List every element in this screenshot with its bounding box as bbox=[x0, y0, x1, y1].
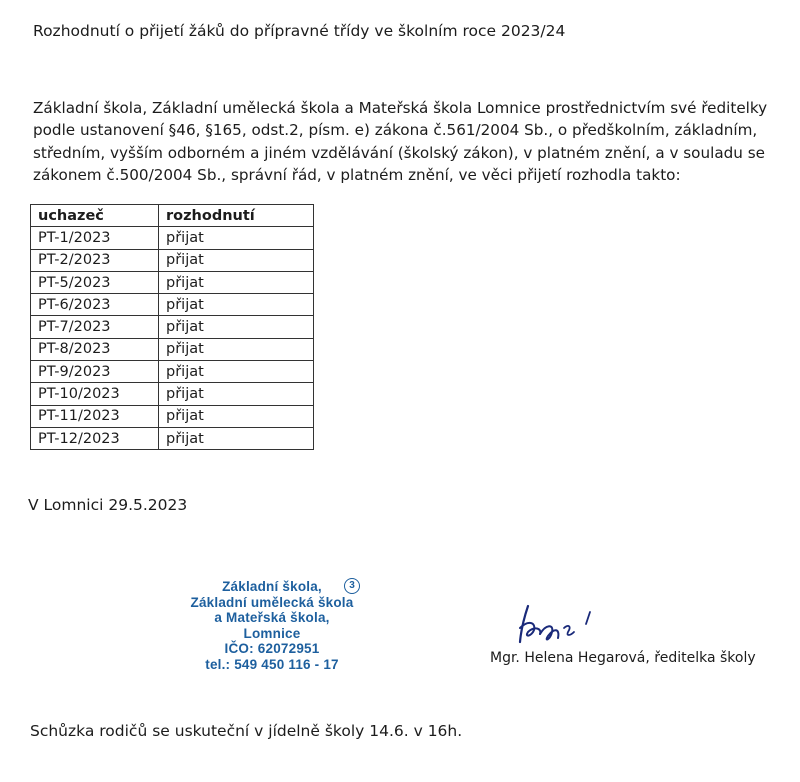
decision-cell: přijat bbox=[159, 427, 314, 449]
paragraph-line: středním, vyšším odborném a jiném vzdělávání (školský zákon), v platném znění, a v souladu se bbox=[33, 143, 765, 162]
stamp-number-badge: 3 bbox=[344, 578, 360, 594]
decision-cell: přijat bbox=[159, 271, 314, 293]
footer-note: Schůzka rodičů se uskuteční v jídelně školy 14.6. v 16h. bbox=[30, 722, 463, 740]
applicant-cell: PT-5/2023 bbox=[31, 271, 159, 293]
header-decision: rozhodnutí bbox=[159, 205, 314, 227]
stamp-line: Základní škola, bbox=[222, 579, 322, 594]
applicant-cell: PT-7/2023 bbox=[31, 316, 159, 338]
handwritten-signature bbox=[510, 598, 610, 648]
applicant-cell: PT-11/2023 bbox=[31, 405, 159, 427]
table-row bbox=[31, 338, 314, 360]
signer-name: Mgr. Helena Hegarová, ředitelka školy bbox=[490, 650, 756, 666]
applicant-cell: PT-8/2023 bbox=[31, 338, 159, 360]
paragraph-line: podle ustanovení §46, §165, odst.2, písm. e) zákona č.561/2004 Sb., o předškolním, základním, bbox=[33, 121, 758, 140]
decision-cell: přijat bbox=[159, 316, 314, 338]
decision-cell: přijat bbox=[159, 361, 314, 383]
table-header-row bbox=[31, 205, 314, 227]
applicant-cell: PT-1/2023 bbox=[31, 227, 159, 249]
table-row bbox=[31, 316, 314, 338]
decision-cell: přijat bbox=[159, 294, 314, 316]
paragraph-line: Základní škola, Základní umělecká škola a Mateřská škola Lomnice prostřednictvím své ředitelky bbox=[33, 99, 768, 117]
decision-cell: přijat bbox=[159, 338, 314, 360]
school-stamp bbox=[172, 579, 372, 672]
stamp-line: a Mateřská škola, bbox=[214, 610, 330, 625]
stamp-line: Základní umělecká škola bbox=[190, 594, 354, 610]
document-title: Rozhodnutí o přijetí žáků do přípravné třídy ve školním roce 2023/24 bbox=[33, 22, 566, 40]
decision-cell: přijat bbox=[159, 383, 314, 405]
table-row bbox=[31, 383, 314, 405]
table-row bbox=[31, 249, 314, 271]
admission-table bbox=[30, 204, 314, 450]
stamp-line: Lomnice bbox=[243, 625, 301, 641]
paragraph-line: zákonem č.500/2004 Sb., správní řád, v platném znění, ve věci přijetí rozhodla takto: bbox=[33, 165, 681, 184]
decision-cell: přijat bbox=[159, 249, 314, 271]
stamp-line: tel.: 549 450 116 - 17 bbox=[205, 656, 339, 672]
decision-paragraph bbox=[33, 97, 773, 186]
table-row bbox=[31, 271, 314, 293]
applicant-cell: PT-12/2023 bbox=[31, 427, 159, 449]
table-row bbox=[31, 361, 314, 383]
applicant-cell: PT-6/2023 bbox=[31, 294, 159, 316]
table-row bbox=[31, 405, 314, 427]
applicant-cell: PT-9/2023 bbox=[31, 361, 159, 383]
header-applicant: uchazeč bbox=[31, 205, 159, 227]
table-row bbox=[31, 294, 314, 316]
table-row bbox=[31, 227, 314, 249]
decision-cell: přijat bbox=[159, 405, 314, 427]
applicant-cell: PT-2/2023 bbox=[31, 249, 159, 271]
table-row bbox=[31, 427, 314, 449]
stamp-line: IČO: 62072951 bbox=[224, 641, 320, 656]
decision-cell: přijat bbox=[159, 227, 314, 249]
date-line: V Lomnici 29.5.2023 bbox=[28, 496, 188, 514]
applicant-cell: PT-10/2023 bbox=[31, 383, 159, 405]
